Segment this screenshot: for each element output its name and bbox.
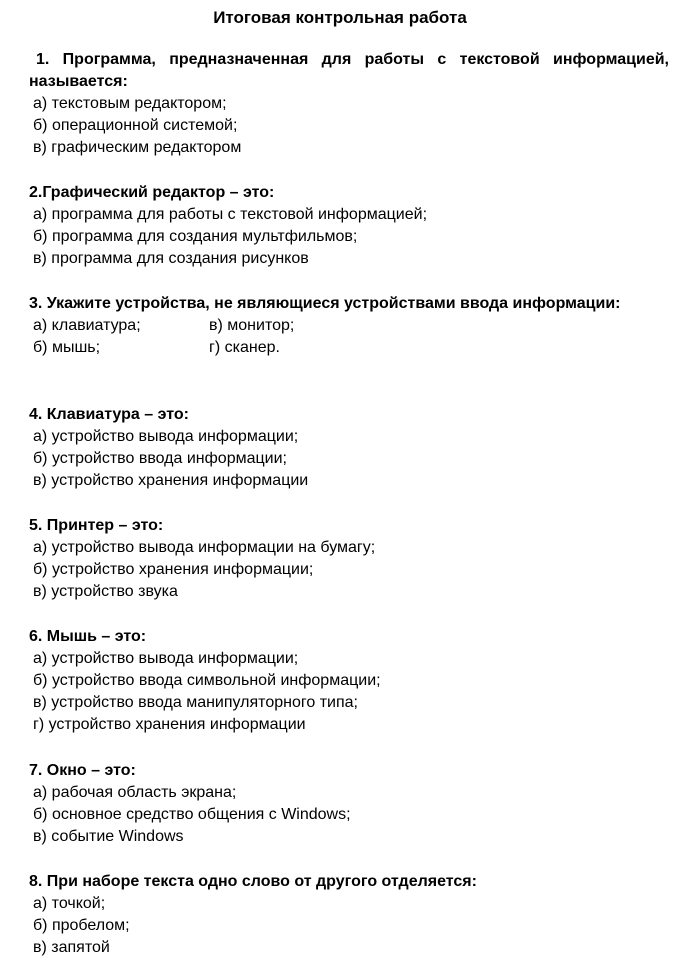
answer-option: а) текстовым редактором;	[33, 95, 227, 112]
answer-option: в) событие Windows	[33, 828, 184, 845]
question-4	[29, 404, 669, 492]
question-text: 2.Графический редактор – это:	[29, 184, 275, 201]
answer-option: в) устройство ввода манипуляторного типа;	[33, 694, 358, 711]
question-8	[29, 871, 669, 959]
question-text: 3. Укажите устройства, не являющиеся устройствами ввода информации:	[29, 295, 621, 312]
question-text: 1. Программа, предназначенная для работы с текстовой информацией, называется:	[29, 51, 669, 90]
question-5	[29, 515, 669, 603]
answer-option: г) сканер.	[209, 339, 280, 356]
question-text: 7. Окно – это:	[29, 762, 136, 779]
answer-option: а) программа для работы с текстовой информацией;	[33, 206, 428, 223]
answer-option: б) устройство ввода символьной информации;	[33, 672, 381, 689]
question-text: 5. Принтер – это:	[29, 517, 164, 534]
answer-option: в) графическим редактором	[33, 139, 242, 156]
question-6	[29, 626, 669, 736]
answer-option: а) рабочая область экрана;	[33, 784, 237, 801]
answer-option: в) запятой	[33, 939, 110, 956]
question-7	[29, 760, 669, 848]
answer-option: б) устройство ввода информации;	[33, 450, 287, 467]
answer-option: б) пробелом;	[33, 917, 130, 934]
answer-option: г) устройство хранения информации	[33, 716, 306, 733]
answer-option: а) устройство вывода информации;	[33, 650, 299, 667]
answer-option: б) основное средство общения с Windows;	[33, 806, 351, 823]
answer-option: б) мышь;	[33, 339, 101, 356]
answer-options-grid	[29, 315, 669, 359]
answer-option: в) устройство хранения информации	[33, 472, 309, 489]
question-text: 4. Клавиатура – это:	[29, 406, 189, 423]
question-text: 8. При наборе текста одно слово от другого отделяется:	[29, 873, 477, 890]
answer-option: б) устройство хранения информации;	[33, 561, 314, 578]
answer-option: а) клавиатура;	[33, 317, 141, 334]
answer-option: в) программа для создания рисунков	[33, 250, 309, 267]
answer-option: в) устройство звука	[33, 583, 178, 600]
question-1	[29, 49, 669, 159]
answer-option: а) устройство вывода информации;	[33, 428, 299, 445]
question-text: 6. Мышь – это:	[29, 628, 147, 645]
answer-option: в) монитор;	[209, 317, 295, 334]
answer-option: б) операционной системой;	[33, 117, 238, 134]
answer-option: а) устройство вывода информации на бумагу;	[33, 539, 376, 556]
page-title: Итоговая контрольная работа	[213, 8, 467, 27]
answer-option: а) точкой;	[33, 895, 106, 912]
answer-option: б) программа для создания мультфильмов;	[33, 228, 358, 245]
question-3	[29, 293, 669, 359]
question-2	[29, 182, 669, 270]
